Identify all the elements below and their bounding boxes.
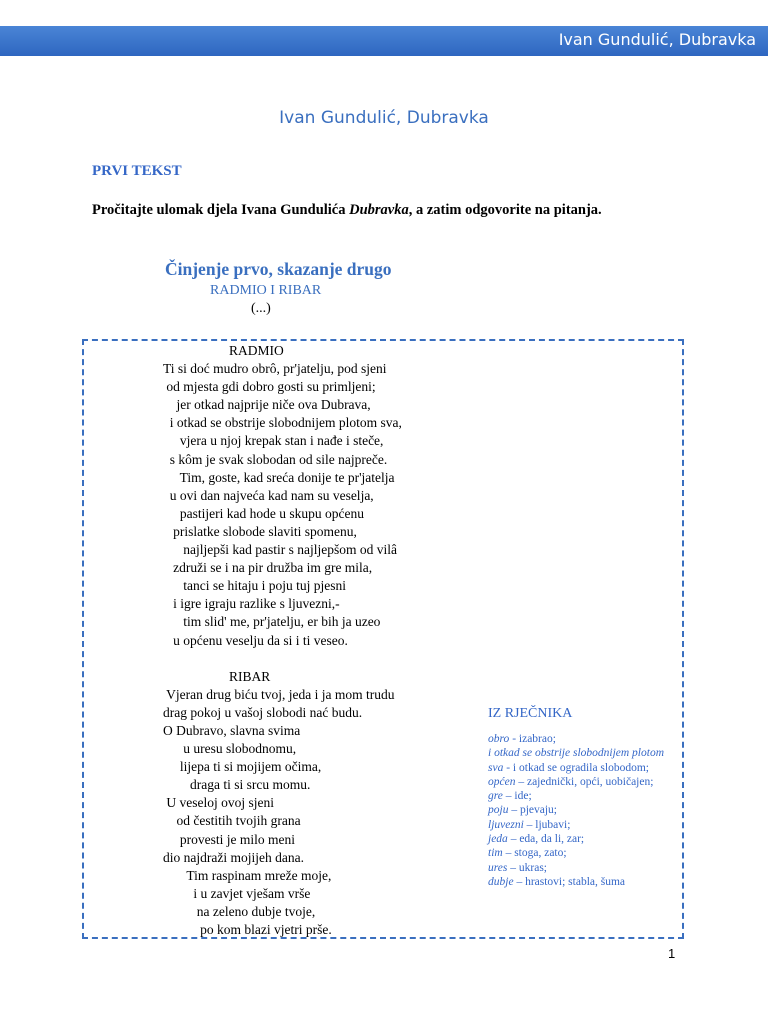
poem-line: tanci se hitaju i poju tuj pjesni — [163, 578, 346, 594]
glossary-entry — [488, 746, 678, 775]
ellipsis: (...) — [251, 301, 271, 316]
glossary-definition: - izabrao; — [509, 733, 556, 745]
poem-line: u općenu veselju da si i ti veseo. — [163, 632, 348, 648]
glossary-entry — [488, 832, 678, 846]
glossary-definition: – ukras; — [507, 861, 547, 874]
poem-line: vjera u njoj krepak stan i nađe i steče, — [163, 433, 384, 449]
running-title: Ivan Gundulić, Dubravka — [558, 30, 756, 49]
header-band — [0, 26, 768, 56]
poem-line: provesti je milo meni — [163, 831, 295, 847]
instruction-text — [92, 202, 602, 219]
poem-line: tim slid' me, pr'jatelju, er bih ja uzeo — [163, 614, 381, 630]
glossary-entry — [488, 775, 678, 789]
poem-line: u ovi dan najveća kad nam su veselja, — [163, 487, 374, 503]
glossary-definition: – ljubavi; — [523, 818, 571, 831]
document-title: Ivan Gundulić, Dubravka — [279, 108, 489, 128]
poem-line: Tim, goste, kad sreća donije te pr'jatelja — [163, 469, 395, 485]
poem-line: u uresu slobodnomu, — [163, 741, 297, 757]
instruction-after: , a zatim odgovorite na pitanja. — [408, 202, 602, 218]
glossary-entry — [488, 803, 678, 817]
poem-line: Vjeran drug biću tvoj, jeda i ja mom trudu — [163, 686, 395, 702]
poem-line: lijepa ti si mojijem očima, — [163, 759, 322, 775]
glossary-definition: – hrastovi; stabla, šuma — [513, 875, 626, 888]
glossary-term: dubje — [488, 875, 514, 888]
glossary-term: gre — [488, 790, 503, 803]
poem-line: od čestitih tvojih grana — [163, 813, 301, 829]
poem-line: pastijeri kad hode u skupu općenu — [163, 505, 364, 521]
poem-line: U veseloj ovoj sjeni — [163, 795, 274, 811]
stanza-gap — [163, 650, 402, 668]
glossary-title: IZ RJEČNIKA — [488, 706, 573, 721]
instruction-work-title: Dubravka — [349, 202, 409, 218]
poem-line: i igre igraju razlike s ljuvezni,- — [163, 596, 340, 612]
glossary-entry — [488, 818, 678, 832]
glossary-entry — [488, 789, 678, 803]
poem-line: na zeleno dubje tvoje, — [163, 903, 316, 919]
glossary-definition: – pjevaju; — [508, 804, 557, 817]
glossary-term: obro — [488, 733, 510, 745]
ribar-lines — [163, 686, 402, 939]
poem-line: O Dubravo, slavna svima — [163, 722, 301, 738]
poem-line: s kôm je svak slobodan od sile najpreče. — [163, 451, 388, 467]
page-number: 1 — [668, 946, 676, 961]
scene-title: RADMIO I RIBAR — [210, 283, 322, 298]
poem-line: združi se i na pir družba im gre mila, — [163, 560, 373, 576]
instruction-before: Pročitajte ulomak djela Ivana Gundulića — [92, 202, 350, 218]
glossary-term: općen — [488, 775, 516, 788]
glossary-term: jeda — [488, 833, 508, 846]
poem-line: od mjesta gdi dobro gosti su primljeni; — [163, 379, 376, 395]
section-label: PRVI TEKST — [92, 163, 182, 179]
glossary-entry — [488, 861, 678, 875]
glossary-definition: – stoga, zato; — [502, 847, 567, 860]
poem-line: drag pokoj u vašoj slobodi nać budu. — [163, 704, 363, 720]
glossary-definition: – ide; — [502, 790, 532, 803]
poem-line: Tim raspinam mreže moje, — [163, 867, 332, 883]
glossary — [488, 706, 678, 889]
glossary-term: poju — [488, 804, 509, 817]
poem-line: prislatke slobode slaviti spomenu, — [163, 523, 357, 539]
glossary-term: ljuvezni — [488, 818, 524, 831]
poem-line: draga ti si srcu momu. — [163, 777, 311, 793]
poem-line: jer otkad najprije niče ova Dubrava, — [163, 397, 371, 413]
glossary-entries — [488, 732, 678, 889]
glossary-term: i otkad se obstrije slobodnijem plotom sva — [488, 747, 665, 774]
glossary-definition: – zajednički, opći, uobičajen; — [515, 775, 654, 788]
poem-line: dio najdraži mojijeh dana. — [163, 849, 304, 865]
glossary-entry — [488, 875, 678, 889]
poem-line: Ti si doć mudro obrô, pr'jatelju, pod sjeni — [163, 361, 387, 377]
speaker-radmio: RADMIO — [229, 343, 284, 358]
poem-line: najljepši kad pastir s najljepšom od vilâ — [163, 542, 397, 558]
glossary-term: ures — [488, 861, 508, 874]
poem-line: i u zavjet vješam vrše — [163, 885, 311, 901]
glossary-definition: - i otkad se ogradila slobodom; — [503, 761, 649, 774]
poem-line: po kom blazi vjetri prše. — [163, 922, 332, 937]
act-title: Činjenje prvo, skazanje drugo — [165, 259, 392, 279]
glossary-term: tim — [488, 847, 503, 860]
glossary-entry — [488, 846, 678, 860]
radmio-lines — [163, 360, 402, 650]
glossary-definition: – eda, da li, zar; — [507, 833, 585, 846]
speaker-ribar: RIBAR — [229, 668, 271, 684]
poem-line: i otkad se obstrije slobodnijem plotom sva, — [163, 415, 402, 431]
glossary-entry — [488, 732, 678, 746]
poem-text — [163, 342, 402, 939]
